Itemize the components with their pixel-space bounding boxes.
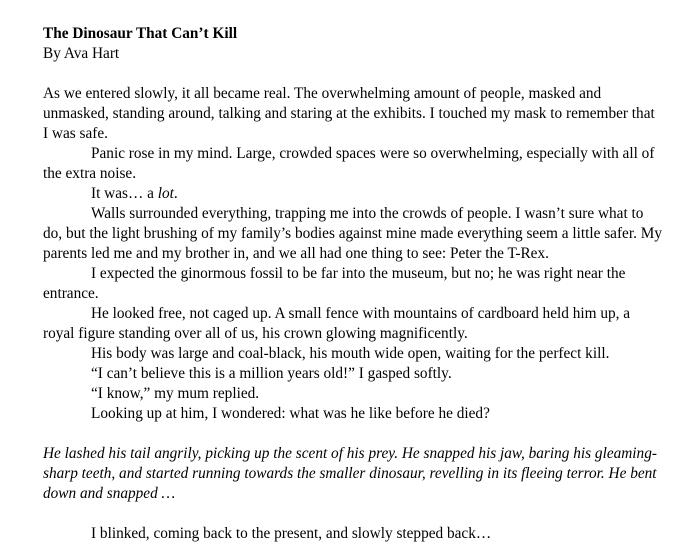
paragraph-spacer <box>43 504 663 524</box>
emphasis-text: lot <box>157 185 174 202</box>
paragraph: His body was large and coal-black, his mouth wide open, waiting for the perfect kill. <box>91 345 610 362</box>
dialogue-line: “I can’t believe this is a million years old!” I gasped softly. <box>91 365 452 382</box>
closing-paragraph: I blinked, coming back to the present, and slowly stepped back… <box>91 525 492 542</box>
paragraph: Panic rose in my mind. Large, crowded spaces were so overwhelming, especially with all of the extra noise. <box>43 145 655 182</box>
dialogue-line: “I know,” my mum replied. <box>91 385 260 402</box>
italic-flashback-paragraph: He lashed his tail angrily, picking up the scent of his prey. He snapped his jaw, baring his gleaming-sharp teeth, and started running towards the smaller dinosaur, revelling in its fleeing terror. He bent down and snapped … <box>43 445 657 502</box>
document-title: The Dinosaur That Can’t Kill <box>43 25 238 42</box>
paragraph-text: . <box>173 185 178 202</box>
paragraph-text: It was… a <box>91 185 158 202</box>
document-body <box>43 24 663 544</box>
paragraph: As we entered slowly, it all became real. The overwhelming amount of people, masked and unmasked, standing around, talking and staring at the exhibits. I touched my mask to remember that I was safe. <box>43 85 655 142</box>
paragraph-spacer <box>43 424 663 444</box>
paragraph-spacer <box>43 64 663 84</box>
paragraph <box>43 184 663 204</box>
paragraph: Walls surrounded everything, trapping me into the crowds of people. I wasn’t sure what to do, but the light brushing of my family’s bodies against mine made everything seem a little safer. My parents led me and my brother in, and we all had one thing to see: Peter the T-Rex. <box>43 205 662 262</box>
paragraph: I expected the ginormous fossil to be far into the museum, but no; he was right near the entrance. <box>43 265 626 302</box>
paragraph: Looking up at him, I wondered: what was he like before he died? <box>91 405 490 422</box>
paragraph: He looked free, not caged up. A small fence with mountains of cardboard held him up, a royal figure standing over all of us, his crown glowing magnificently. <box>43 305 631 342</box>
author-byline: By Ava Hart <box>43 45 120 62</box>
